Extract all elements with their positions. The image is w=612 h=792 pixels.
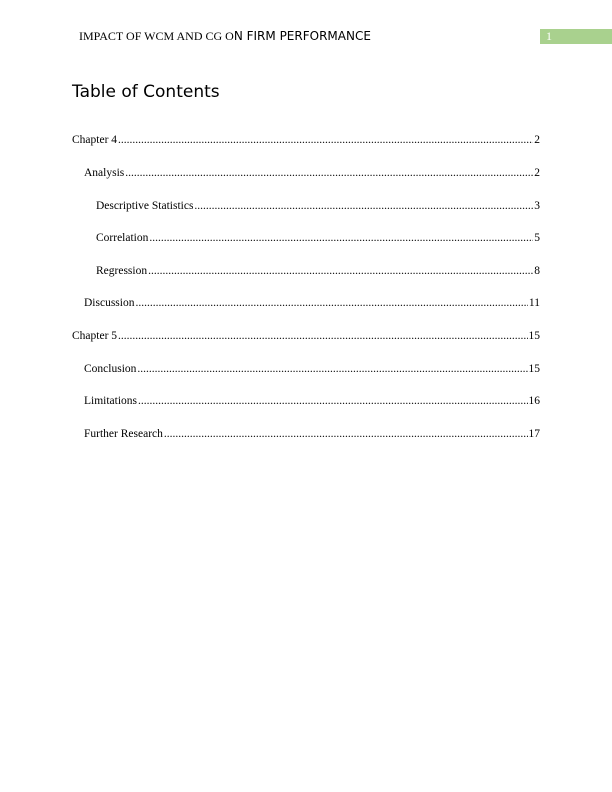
toc-entry-chapter-5[interactable] <box>72 329 540 343</box>
page-number-badge: 1 <box>540 29 612 44</box>
toc-entry-discussion[interactable] <box>84 296 540 310</box>
running-header <box>79 28 371 44</box>
toc-entry-regression[interactable] <box>96 264 540 278</box>
toc-dot-leader <box>137 362 527 376</box>
toc-entry-label: Regression <box>96 265 148 277</box>
toc-entry-analysis[interactable] <box>84 166 540 180</box>
toc-entry-page: 17 <box>528 428 540 440</box>
toc-entry-page: 2 <box>534 134 540 146</box>
toc-entry-limitations[interactable] <box>84 394 540 408</box>
toc-entry-page: 5 <box>534 232 540 244</box>
running-header-text-part2: N FIRM PERFORMANCE <box>233 29 371 43</box>
toc-title: Table of Contents <box>72 82 220 102</box>
toc-dot-leader <box>149 231 533 245</box>
toc-dot-leader <box>194 199 533 213</box>
toc-dot-leader <box>125 166 533 180</box>
toc-entry-further-research[interactable] <box>84 427 540 441</box>
toc-dot-leader <box>138 394 527 408</box>
toc-entry-page: 11 <box>528 297 540 309</box>
toc-dot-leader <box>148 264 533 278</box>
toc-dot-leader <box>118 133 533 147</box>
toc-entry-page: 16 <box>528 395 540 407</box>
toc-dot-leader <box>118 329 527 343</box>
toc-entry-label: Conclusion <box>84 363 137 375</box>
toc-entry-label: Descriptive Statistics <box>96 200 194 212</box>
toc-entry-conclusion[interactable] <box>84 362 540 376</box>
running-header-text-part1: IMPACT OF WCM AND CG O <box>79 29 234 43</box>
toc-entry-label: Chapter 5 <box>72 330 118 342</box>
toc-entry-label: Discussion <box>84 297 135 309</box>
toc-entry-correlation[interactable] <box>96 231 540 245</box>
toc-entry-page: 8 <box>534 265 540 277</box>
toc-entry-label: Further Research <box>84 428 163 440</box>
toc-entry-page: 3 <box>534 200 540 212</box>
toc-entry-label: Limitations <box>84 395 138 407</box>
toc-entry-page: 2 <box>534 167 540 179</box>
toc-entry-page: 15 <box>528 330 540 342</box>
toc-entry-descriptive-statistics[interactable] <box>96 199 540 213</box>
toc-entry-label: Chapter 4 <box>72 134 118 146</box>
toc-dot-leader <box>135 296 527 310</box>
toc-entry-label: Analysis <box>84 167 125 179</box>
toc-dot-leader <box>164 427 528 441</box>
toc-entry-page: 15 <box>528 363 540 375</box>
toc-entry-label: Correlation <box>96 232 149 244</box>
toc-entry-chapter-4[interactable] <box>72 133 540 147</box>
